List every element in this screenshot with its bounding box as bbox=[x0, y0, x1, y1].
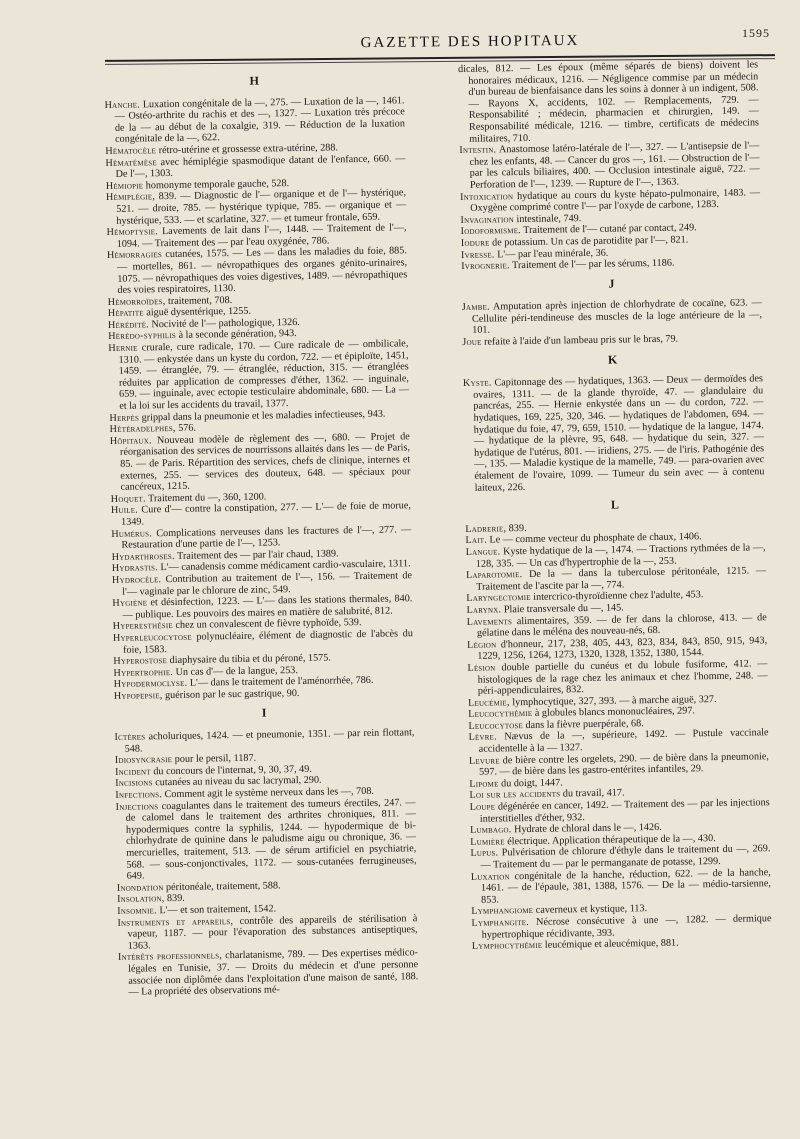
entry-text: grippal dans la pneumonie et les maladies infectieuses, 943. bbox=[138, 408, 386, 424]
entry-text: homonyme temporale gauche, 528. bbox=[143, 177, 290, 192]
entry-heading: Loupe bbox=[469, 801, 496, 813]
entry-heading: Hypodermoclyse. bbox=[113, 678, 188, 691]
entry-text: du concours de l'internat, 9, 30, 37, 49. bbox=[150, 763, 312, 778]
entry-heading: Ictères bbox=[114, 731, 146, 743]
entry-text: Comment agit le système nerveux dans les —, 708. bbox=[161, 785, 375, 801]
entry-heading: Ladrerie, bbox=[465, 523, 507, 535]
entry-heading: Instruments et appareils, bbox=[117, 915, 234, 929]
section-letter: I bbox=[261, 705, 267, 721]
entry-text: péritonéale, traitement, 588. bbox=[163, 880, 281, 893]
entry-text: rétro-utérine et grossesse extra-utérine, 288. bbox=[156, 142, 339, 157]
index-entry bbox=[462, 298, 763, 337]
entry-text: électrique. Application thérapeutique de la —, 430. bbox=[504, 832, 716, 848]
entry-heading: Injections bbox=[115, 800, 159, 813]
index-entry bbox=[118, 948, 419, 999]
entry-heading: Hémorragies bbox=[106, 249, 163, 262]
entry-heading: Hyperleucocytose bbox=[112, 631, 192, 644]
index-entry bbox=[104, 95, 405, 146]
entry-text: guérison par le suc gastrique, 90. bbox=[162, 687, 300, 702]
entry-text: diaphysaire du tibia et du péroné, 1575. bbox=[166, 652, 331, 667]
entry-heading: Hérédité. bbox=[107, 319, 149, 331]
entry-heading: Lèvre. bbox=[468, 731, 497, 744]
entry-heading: Légion bbox=[467, 639, 497, 651]
entry-text: Cure d'— contre la constipation, 277. — L'— de foie de morue, 1349. bbox=[121, 500, 411, 528]
index-entry bbox=[467, 658, 768, 697]
entry-text: dans la fièvre puerpérale, 68. bbox=[522, 718, 644, 731]
entry-text: refaite à l'aide d'un lambeau pris sur le bras, 79. bbox=[481, 333, 679, 348]
entry-heading: Hématocèle bbox=[105, 145, 157, 157]
entry-heading: Insolation, bbox=[116, 893, 165, 906]
entry-heading: Hôpitaux. bbox=[109, 435, 152, 447]
entry-heading: Hétéradelphes, bbox=[109, 423, 176, 436]
entry-heading: Intérêts professionnels, bbox=[117, 950, 223, 964]
entry-text: acholuriques, 1424. — et pneumonie, 1351. — par rein flottant, 548. bbox=[124, 727, 415, 755]
entry-text: polynucléaire, élément de diagnostic de l'abcès du foie, 1583. bbox=[123, 628, 413, 656]
entry-heading: Jambe. bbox=[461, 301, 490, 314]
index-entry bbox=[106, 188, 407, 227]
entry-text: Lavements de lait dans l'—, 1448. — Traitement de l'—, 1094. — Traitement des — par l'eau oxygénée, 786. bbox=[116, 222, 407, 250]
entry-heading: Hypopepsie, bbox=[113, 690, 163, 702]
entry-heading: Humérus. bbox=[111, 527, 153, 540]
entry-text: dégénérée en cancer, 1492. — Traitement des — par les injections interstitielles d'éther, 932. bbox=[479, 797, 770, 825]
section-letter: H bbox=[249, 73, 259, 88]
entry-text: alimentaires, 359. — de fer dans la chlorose, 413. — de gélatine dans le méléna des nouveau-nés, 68. bbox=[476, 611, 767, 639]
index-entry bbox=[471, 867, 772, 906]
entry-heading: Insomnie. bbox=[117, 905, 157, 917]
entry-heading: Inondation bbox=[116, 881, 164, 894]
continuation-entry: dicales, 812. — Les époux (même séparés de biens) doivent les honoraires médicaux, 1216. — Négligence commise par un médecin d'un bureau de bienfaisance dans les soins à donner à un indigent, 508. — Rayons X, accidents, 102. — Remplacements, 729. — Responsabilité ; médecin, pharmacien et chirurgien, 149. — Responsabilité médicale, 1216. — timbre, certificats de médecins militaires, 710. bbox=[458, 59, 760, 145]
entry-heading: Intoxication bbox=[460, 190, 514, 203]
index-entry bbox=[110, 431, 411, 494]
entry-text: Contribution au traitement de l'—, 156. — Traitement de l'— vaginale par le chlorure de zinc, 549. bbox=[122, 570, 413, 598]
page-number: 1595 bbox=[742, 26, 770, 40]
entry-heading: Herpès bbox=[109, 412, 140, 424]
entry-heading: Hydarthroses. bbox=[111, 550, 175, 563]
entry-text: double partielle du cunéus et du lobule fusiforme, 412. — histologiques de la rage chez les animaux et chez l'homme, 248. — péri-appendiculaires, 832. bbox=[477, 658, 768, 697]
entry-heading: Hépatite bbox=[107, 307, 144, 320]
entry-heading: Lumbago. bbox=[469, 824, 512, 837]
page-header bbox=[100, 24, 770, 54]
running-title: GAZETTE DES HOPITAUX bbox=[360, 32, 580, 52]
entry-text: contrôle des appareils de stérilisation à vapeur, 1187. — pour l'évaporation des substances antiseptiques, 1363. bbox=[127, 912, 418, 952]
entry-text: Plaie transversale du —, 145. bbox=[501, 602, 624, 616]
entry-heading: Hernie bbox=[108, 342, 138, 355]
index-entry bbox=[463, 373, 765, 494]
entry-text: à la seconde génération, 943. bbox=[175, 328, 297, 342]
entry-heading: Hanche. bbox=[104, 99, 141, 111]
entry-text: 576. bbox=[175, 422, 197, 435]
entry-heading: Hygiène bbox=[112, 597, 148, 610]
entry-text: de potassium. Un cas de parotidite par l'—, 821. bbox=[489, 234, 689, 249]
entry-heading: Infections. bbox=[115, 789, 163, 801]
entry-heading: Lupus. bbox=[470, 847, 499, 860]
entry-text: charlatanisme, 789. — Des expertises médico-légales en Tunisie, 37. — Droits du médecin et d'une personne associée non diplômée dans l'exploitation d'une maison de santé, 188. — La propriété des observations mé- bbox=[128, 947, 419, 998]
entry-text: d'honneur, 217, 238, 405, 443, 823, 834, 843, 850, 915, 943, 1229, 1256, 1264, 1273, 1320, 1328, 1352, 1380, 1544. bbox=[477, 634, 768, 663]
index-entry bbox=[115, 797, 416, 883]
index-entry bbox=[117, 913, 418, 952]
entry-text: Un cas d'— de la langue, 253. bbox=[172, 664, 298, 678]
entry-text: Traitement de l'— par les sérums, 1186. bbox=[509, 257, 675, 272]
entry-heading: Loi sur les accidents bbox=[469, 788, 561, 802]
entry-heading: Intestin. bbox=[459, 144, 497, 157]
entry-text: leucémique et aleucémique, 881. bbox=[542, 937, 679, 951]
entry-text: Traitement du —, 360, 1200. bbox=[145, 491, 267, 505]
entry-heading: Leucémie, bbox=[467, 696, 510, 709]
entry-text: aiguë dysentérique, 1255. bbox=[143, 306, 252, 319]
entry-heading: Idiosyncrasie bbox=[114, 754, 173, 767]
entry-heading: Leucocytose bbox=[468, 719, 524, 732]
entry-heading: Larynx. bbox=[466, 604, 502, 616]
section-letter: K bbox=[607, 352, 618, 367]
entry-text: Le — comme vecteur du phosphate de chaux, 1406. bbox=[486, 531, 702, 546]
left-column bbox=[104, 65, 419, 998]
entry-heading: Kyste. bbox=[462, 377, 492, 390]
entry-heading: Lymphangite. bbox=[471, 916, 530, 929]
entry-heading: Hémiplégie, bbox=[105, 191, 156, 204]
entry-heading: Laryngectomie bbox=[466, 592, 531, 605]
section-letter: L bbox=[610, 497, 620, 512]
section-letter: J bbox=[608, 276, 615, 291]
entry-text: Kyste hydatique de la —, 1474. — Tractions rythmées de la —, 128, 335. — Un cas d'hypertrophie de la —, 253. bbox=[475, 542, 766, 570]
entry-text: 839. bbox=[164, 893, 185, 905]
entry-heading: Laparotomie. bbox=[465, 569, 523, 582]
entry-text: du travail, 417. bbox=[560, 787, 625, 800]
entry-heading: Hémoptysie. bbox=[106, 226, 159, 239]
entry-heading: Hoquet. bbox=[110, 493, 146, 505]
index-entry bbox=[108, 338, 409, 412]
entry-heading: Ivrognerie. bbox=[461, 260, 510, 273]
entry-text: Luxation congénitale de la —, 275. — Luxation de la —, 1461. — Ostéo-arthrite du rachis et des —, 1327. — Luxation très précoce de la — au début de la coxalgie, 319. — Réduction de la luxation congénitale de la —, 622. bbox=[114, 94, 405, 146]
entry-text: coagulantes dans le traitement des tumeurs érectiles, 247. — de calomel dans le traitement des arthrites chroniques, 811. — hypodermiques contre la syphilis, 1244. — hypodermique de bi-chlorhydrate de quinine dans le paludisme aigu ou chronique, 36. — mercurielles, traitement, 513. — de sérum artificiel en psychiatrie, 568. — sous-conjonctivales, 1172. — sous-cutanées ferrugineuses, 649. bbox=[125, 796, 417, 882]
entry-text: Amputation après injection de chlorhydrate de cocaïne, 623. — Cellulite péri-tendineuse des muscles de la loge antérieure de la —, 101. bbox=[471, 297, 763, 337]
entry-text: 839. bbox=[506, 522, 527, 535]
entry-text: Complications nerveuses dans les fractures de l'—, 277. — Restauration d'une partie de l'—, 1253. bbox=[121, 523, 412, 551]
entry-heading: Incisions bbox=[115, 777, 153, 790]
entry-text: intestinale, 749. bbox=[513, 212, 582, 225]
entry-heading: Hyperostose bbox=[113, 655, 168, 668]
entry-text: Pulvérisation de chlorure d'éthyle dans le traitement du —, 269. — Traitement du — par le permanganate de potasse, 1299. bbox=[480, 843, 771, 871]
entry-text: intercrico-thyroïdienne chez l'adulte, 453. bbox=[530, 589, 704, 604]
entry-text: 839. — Diagnostic de l'— organique et de l'— hystérique, 521. — droite, 785. — hystérique typique, 785. — organique et — hystérique, 533. — et scarlatine, 327. — et tumeur frontale, 659. bbox=[116, 187, 407, 227]
entry-text: et désinfection, 1223. — L'— dans les stations thermales, 840. — publique. Les pouvoirs des maires en matière de salubrité, 812. bbox=[122, 593, 413, 621]
entry-heading: Lymphocythémie bbox=[471, 939, 543, 953]
entry-text: avec hémiplégie spasmodique datant de l'enfance, 660. — De l'—, 1303. bbox=[115, 152, 406, 180]
entry-heading: Leucocythémie bbox=[468, 708, 533, 721]
entry-heading: Lait. bbox=[465, 534, 488, 547]
entry-text: L'— par l'eau minérale, 36. bbox=[494, 247, 609, 260]
entry-text: crurale, cure radicale, 170. — Cure radicale de — ombilicale, 1310. — enkystée dans un kyste du cordon, 722. — et épiploïte, 1451, 1459. — étranglée, 79. — étranglée, réduction, 315. — étranglées réduites par application de compresses d'éther, 1362. — inguinale, 659. — inguinale, avec ectopie testiculaire abdominale, 680. — La — et la loi sur les accidents du travail, 1377. bbox=[118, 338, 410, 412]
entry-text: pour le persil, 1187. bbox=[172, 752, 257, 766]
index-entry bbox=[459, 140, 760, 191]
entry-text: cutanées au niveau du sac lacrymal, 290. bbox=[152, 775, 322, 789]
right-column bbox=[458, 59, 772, 952]
entry-text: caverneux et kystique, 113. bbox=[533, 903, 648, 917]
index-entry bbox=[107, 246, 408, 297]
entry-text: Traitement des — par l'air chaud, 1389. bbox=[174, 548, 339, 562]
entry-heading: Iodoformisme. bbox=[460, 225, 521, 238]
entry-text: Nouveau modèle de règlement des —, 680. — Projet de réorganisation des services de nourrissons allaités dans les — de Paris, 85. — de Paris. Répartition des services, chefs de clinique, internes et externes, 255. — services des douteux, 648. — spéciaux pour cancéreux, 1215. bbox=[119, 431, 411, 493]
entry-text: cutanées, 1575. — Les — dans les maladies du foie, 885. — mortelles, 861. — névropathiques des organes génito-urinaires, 1075. — névropathiques des voies digestives, 1489. — névropathiques des voies respiratoires, 1130. bbox=[117, 245, 408, 296]
entry-heading: Lavements bbox=[466, 615, 513, 628]
entry-text: Capitonnage des — hydatiques, 1363. — Deux — dermoïdes des ovaires, 1311. — de la glande thyroïde, 47. — glandulaire du pancréas, 255. — Hernie enkystée dans un — du cordon, 722. — hydatiques, 169, 225, 320, 346. — hydatiques de l'abdomen, 694. — hydatique du foie, 47, 79, 659, 1510. — hydatique de la langue, 1474. — hydatique de la plèvre, 95, 648. — hydatique du sein, 327. — hydatique de l'utérus, 801. — iridiens, 275. — de l'iris. Pathogénie des —, 135. — Maladie kystique de la mamelle, 749. — para-ovarien avec étalement de l'ovaire, 1099. — Tumeur du sein avec — à contenu laiteux, 226. bbox=[473, 373, 765, 494]
entry-heading: Hématémèse bbox=[105, 156, 157, 169]
entry-heading: Luxation bbox=[470, 870, 510, 883]
entry-heading: Hérédo-syphilis bbox=[108, 330, 177, 343]
entry-heading: Huile. bbox=[110, 504, 139, 517]
entry-heading: Lésion bbox=[467, 662, 496, 674]
entry-text: lymphocytique, 327, 393. — à marche aiguë, 327. bbox=[509, 693, 717, 708]
entry-text: congénitale de la hanche, réduction, 622. — de la hanche, 1461. — de l'épaule, 381, 1388, 1576. — De la — médio-tarsienne, 853. bbox=[480, 866, 772, 906]
entry-heading: Hydrocèle. bbox=[111, 574, 162, 586]
entry-heading: Langue. bbox=[465, 546, 501, 558]
entry-text: Hydrate de chloral dans le —, 1426. bbox=[511, 822, 662, 836]
entry-text: Nævus de la —, supérieure, 1492. — Pustule vaccinale accidentelle à la — 1327. bbox=[478, 727, 769, 755]
entry-text: L'— dans le traitement de l'aménorrhée, 786. bbox=[187, 675, 374, 690]
entry-heading: Hémorroïdes, bbox=[107, 295, 166, 308]
entry-text: Traitement de l'— cutané par contact, 249. bbox=[520, 222, 697, 237]
index-entry bbox=[112, 593, 412, 621]
entry-text: L'— canadensis comme médicament cardio-vasculaire, 1311. bbox=[157, 558, 411, 574]
entry-text: hydatique au cours du kyste hépato-pulmonaire, 1483. — Oxygène comprimé contre l'— par l'oxyde de carbone, 1283. bbox=[470, 186, 761, 214]
entry-heading: Lumière bbox=[470, 836, 505, 848]
entry-heading: Incident bbox=[114, 766, 151, 778]
entry-text: Nocivité de l'— pathologique, 1326. bbox=[148, 316, 300, 331]
index-entry bbox=[460, 187, 760, 215]
entry-heading: Hypertrophie. bbox=[113, 666, 174, 679]
entry-heading: Hémiopie bbox=[105, 180, 144, 192]
entry-heading: Iodure bbox=[460, 237, 490, 249]
entry-heading: Lipome bbox=[469, 778, 499, 790]
entry-text: à globules blancs mononucléaires, 297. bbox=[532, 705, 696, 720]
entry-text: traitement, 708. bbox=[165, 294, 233, 307]
entry-heading: Levure bbox=[468, 755, 500, 767]
entry-heading: Hyperesthésie bbox=[112, 620, 173, 633]
entry-heading: Hydrastis. bbox=[111, 562, 159, 575]
entry-text: chez un convalescent de fièvre typhoïde, 539. bbox=[172, 617, 362, 632]
entry-text: L'— et son traitement, 1542. bbox=[156, 903, 277, 917]
entry-heading: Lymphangiome bbox=[471, 905, 534, 918]
entry-heading: Invagination bbox=[460, 213, 515, 226]
entry-heading: Joue bbox=[462, 336, 482, 349]
entry-text: du doigt, 1447. bbox=[498, 777, 563, 790]
entry-text: de bière contre les orgelets, 290. — de bière dans la pneumonie, 597. — de bière dans les gastro-entérites infantiles, 29. bbox=[479, 750, 769, 779]
entry-text: Nécrose consécutive à une —, 1282. — dermique hypertrophique récidivante, 393. bbox=[481, 913, 772, 941]
entry-heading: Ivresse. bbox=[460, 248, 495, 261]
entry-text: Anastomose latéro-latérale de l'—, 327. — L'antisepsie de l'— chez les enfants, 48. — Cancer du gros —, 161. — Obstruction de l'— par les calculs biliaires, 400. — Occlusion intestinale aiguë, 722. — Perforation de l'—, 1239. — Rupture de l'—, 1363. bbox=[469, 140, 760, 191]
entry-text: De la — dans la tuberculose péritonéale, 1215. — Traitement de l'ascite par la —, 774. bbox=[476, 565, 767, 593]
